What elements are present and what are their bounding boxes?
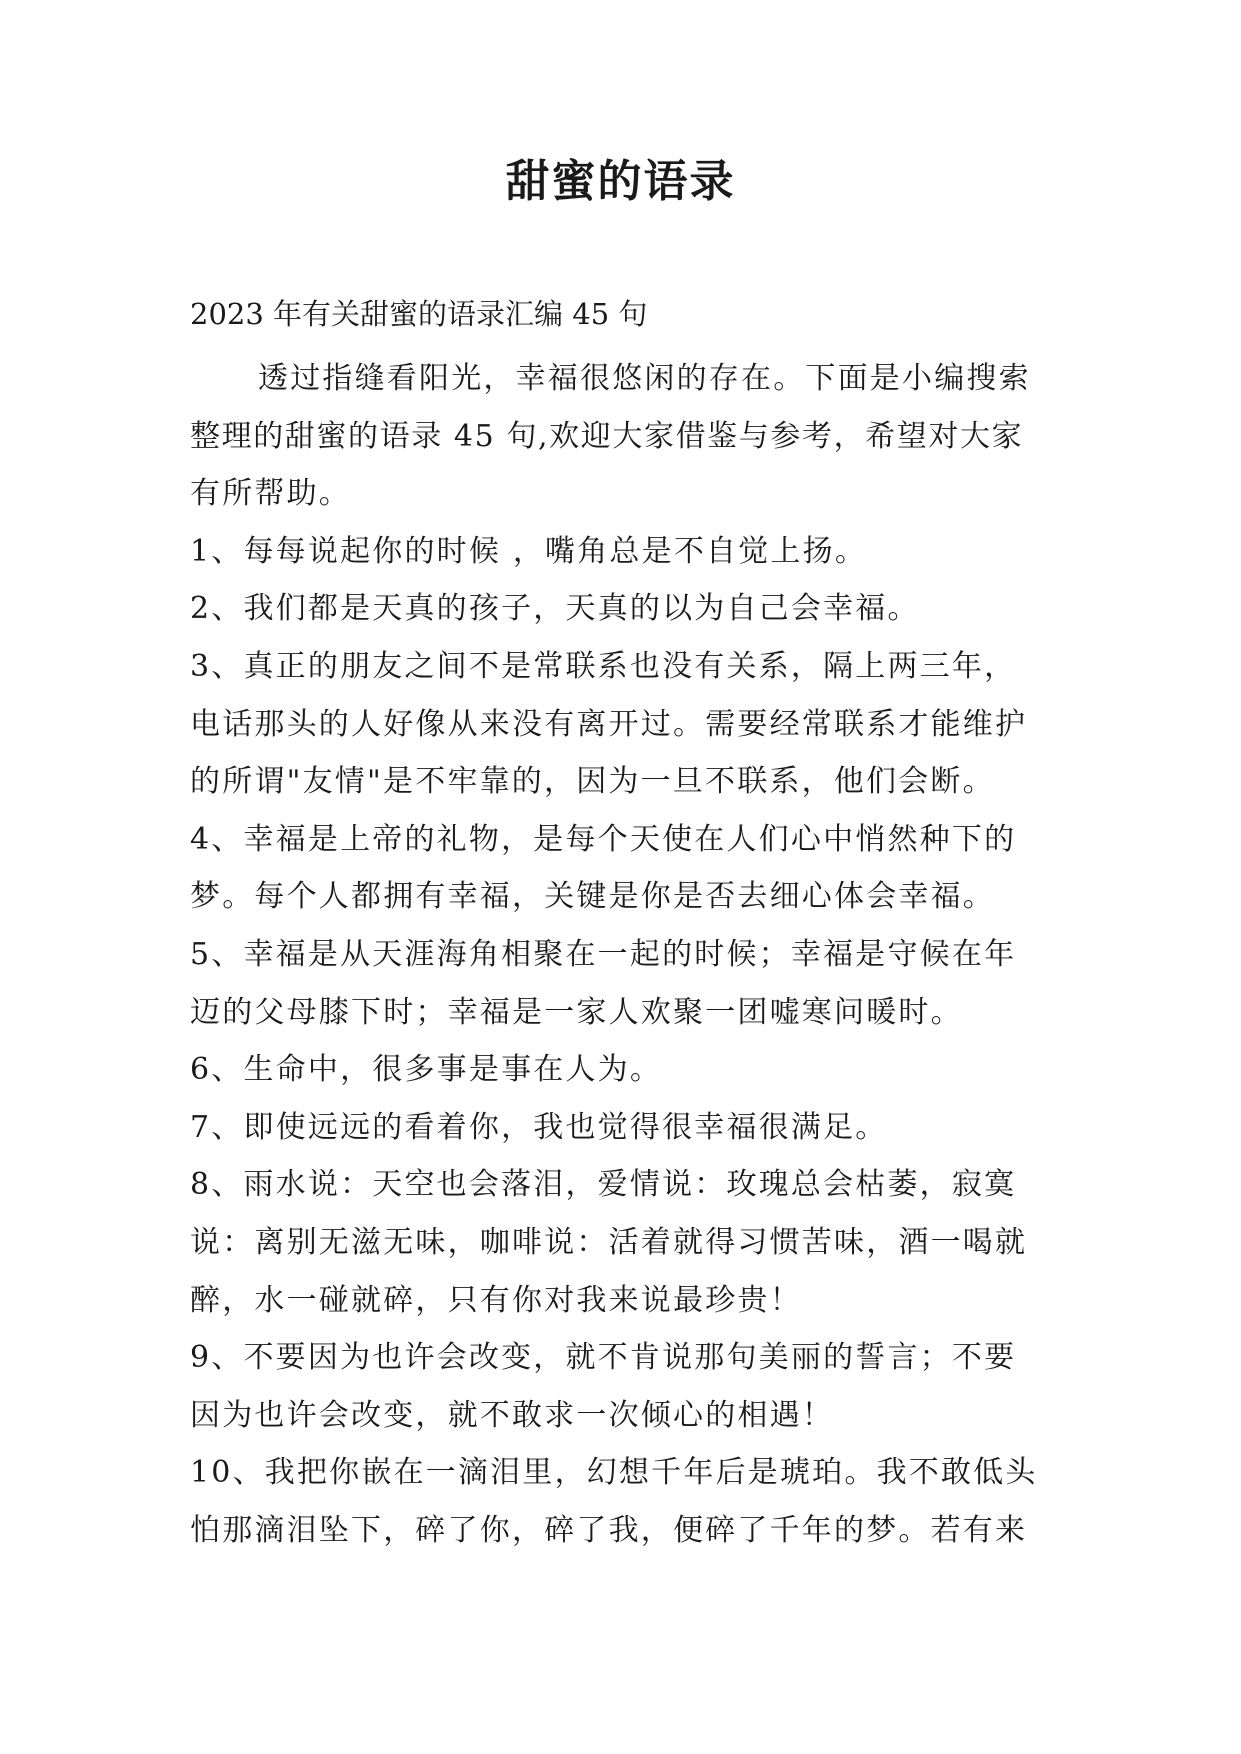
quote-3-line-2: 电话那头的人好像从来没有离开过。需要经常联系才能维护: [190, 706, 1028, 742]
quote-2-line-1: 2、我们都是天真的孩子，天真的以为自己会幸福。: [190, 591, 920, 627]
intro-line-3: 有所帮助。: [190, 476, 351, 512]
quote-10-line-1: 10、我把你嵌在一滴泪里，幻想千年后是琥珀。我不敢低头: [190, 1455, 1038, 1491]
document-subtitle: 2023 年有关甜蜜的语录汇编 45 句: [190, 297, 648, 331]
quote-8-line-3: 醉，水一碰就碎，只有你对我来说最珍贵！: [190, 1282, 802, 1318]
quote-7-line-1: 7、即使远远的看着你，我也觉得很幸福很满足。: [190, 1109, 888, 1145]
quote-10-line-2: 怕那滴泪坠下，碎了你，碎了我，便碎了千年的梦。若有来: [190, 1512, 1028, 1548]
quote-5-line-2: 迈的父母膝下时；幸福是一家人欢聚一团嘘寒问暖时。: [190, 994, 963, 1030]
quote-1-line-1: 1、每每说起你的时候 ，嘴角总是不自觉上扬。: [190, 533, 868, 569]
document-title: 甜蜜的语录: [505, 156, 736, 207]
quote-9-line-1: 9、不要因为也许会改变，就不肯说那句美丽的誓言；不要: [190, 1340, 1017, 1376]
quote-5-line-1: 5、幸福是从天涯海角相聚在一起的时候；幸福是守候在年: [190, 936, 1017, 972]
quote-3-line-1: 3、真正的朋友之间不是常联系也没有关系，隔上两三年，: [190, 648, 1017, 684]
document-body: [190, 350, 1050, 1559]
quote-4-line-1: 4、幸福是上帝的礼物，是每个天使在人们心中悄然种下的: [190, 821, 1017, 857]
quote-9-line-2: 因为也许会改变，就不敢求一次倾心的相遇！: [190, 1397, 834, 1433]
quote-3-line-3: 的所谓"友情"是不牢靠的，因为一旦不联系，他们会断。: [190, 764, 995, 800]
intro-line-1: 透过指缝看阳光，幸福很悠闲的存在。下面是小编搜索: [258, 361, 1031, 396]
intro-line-2: 整理的甜蜜的语录 45 句,欢迎大家借鉴与参考，希望对大家: [190, 418, 1024, 454]
quote-8-line-2: 说：离别无滋无味，咖啡说：活着就得习惯苦味，酒一喝就: [190, 1224, 1028, 1260]
quote-4-line-2: 梦。每个人都拥有幸福，关键是你是否去细心体会幸福。: [190, 879, 995, 915]
quote-8-line-1: 8、雨水说：天空也会落泪，爱情说：玫瑰总会枯萎，寂寞: [190, 1167, 1017, 1203]
quote-6-line-1: 6、生命中，很多事是事在人为。: [190, 1052, 663, 1088]
